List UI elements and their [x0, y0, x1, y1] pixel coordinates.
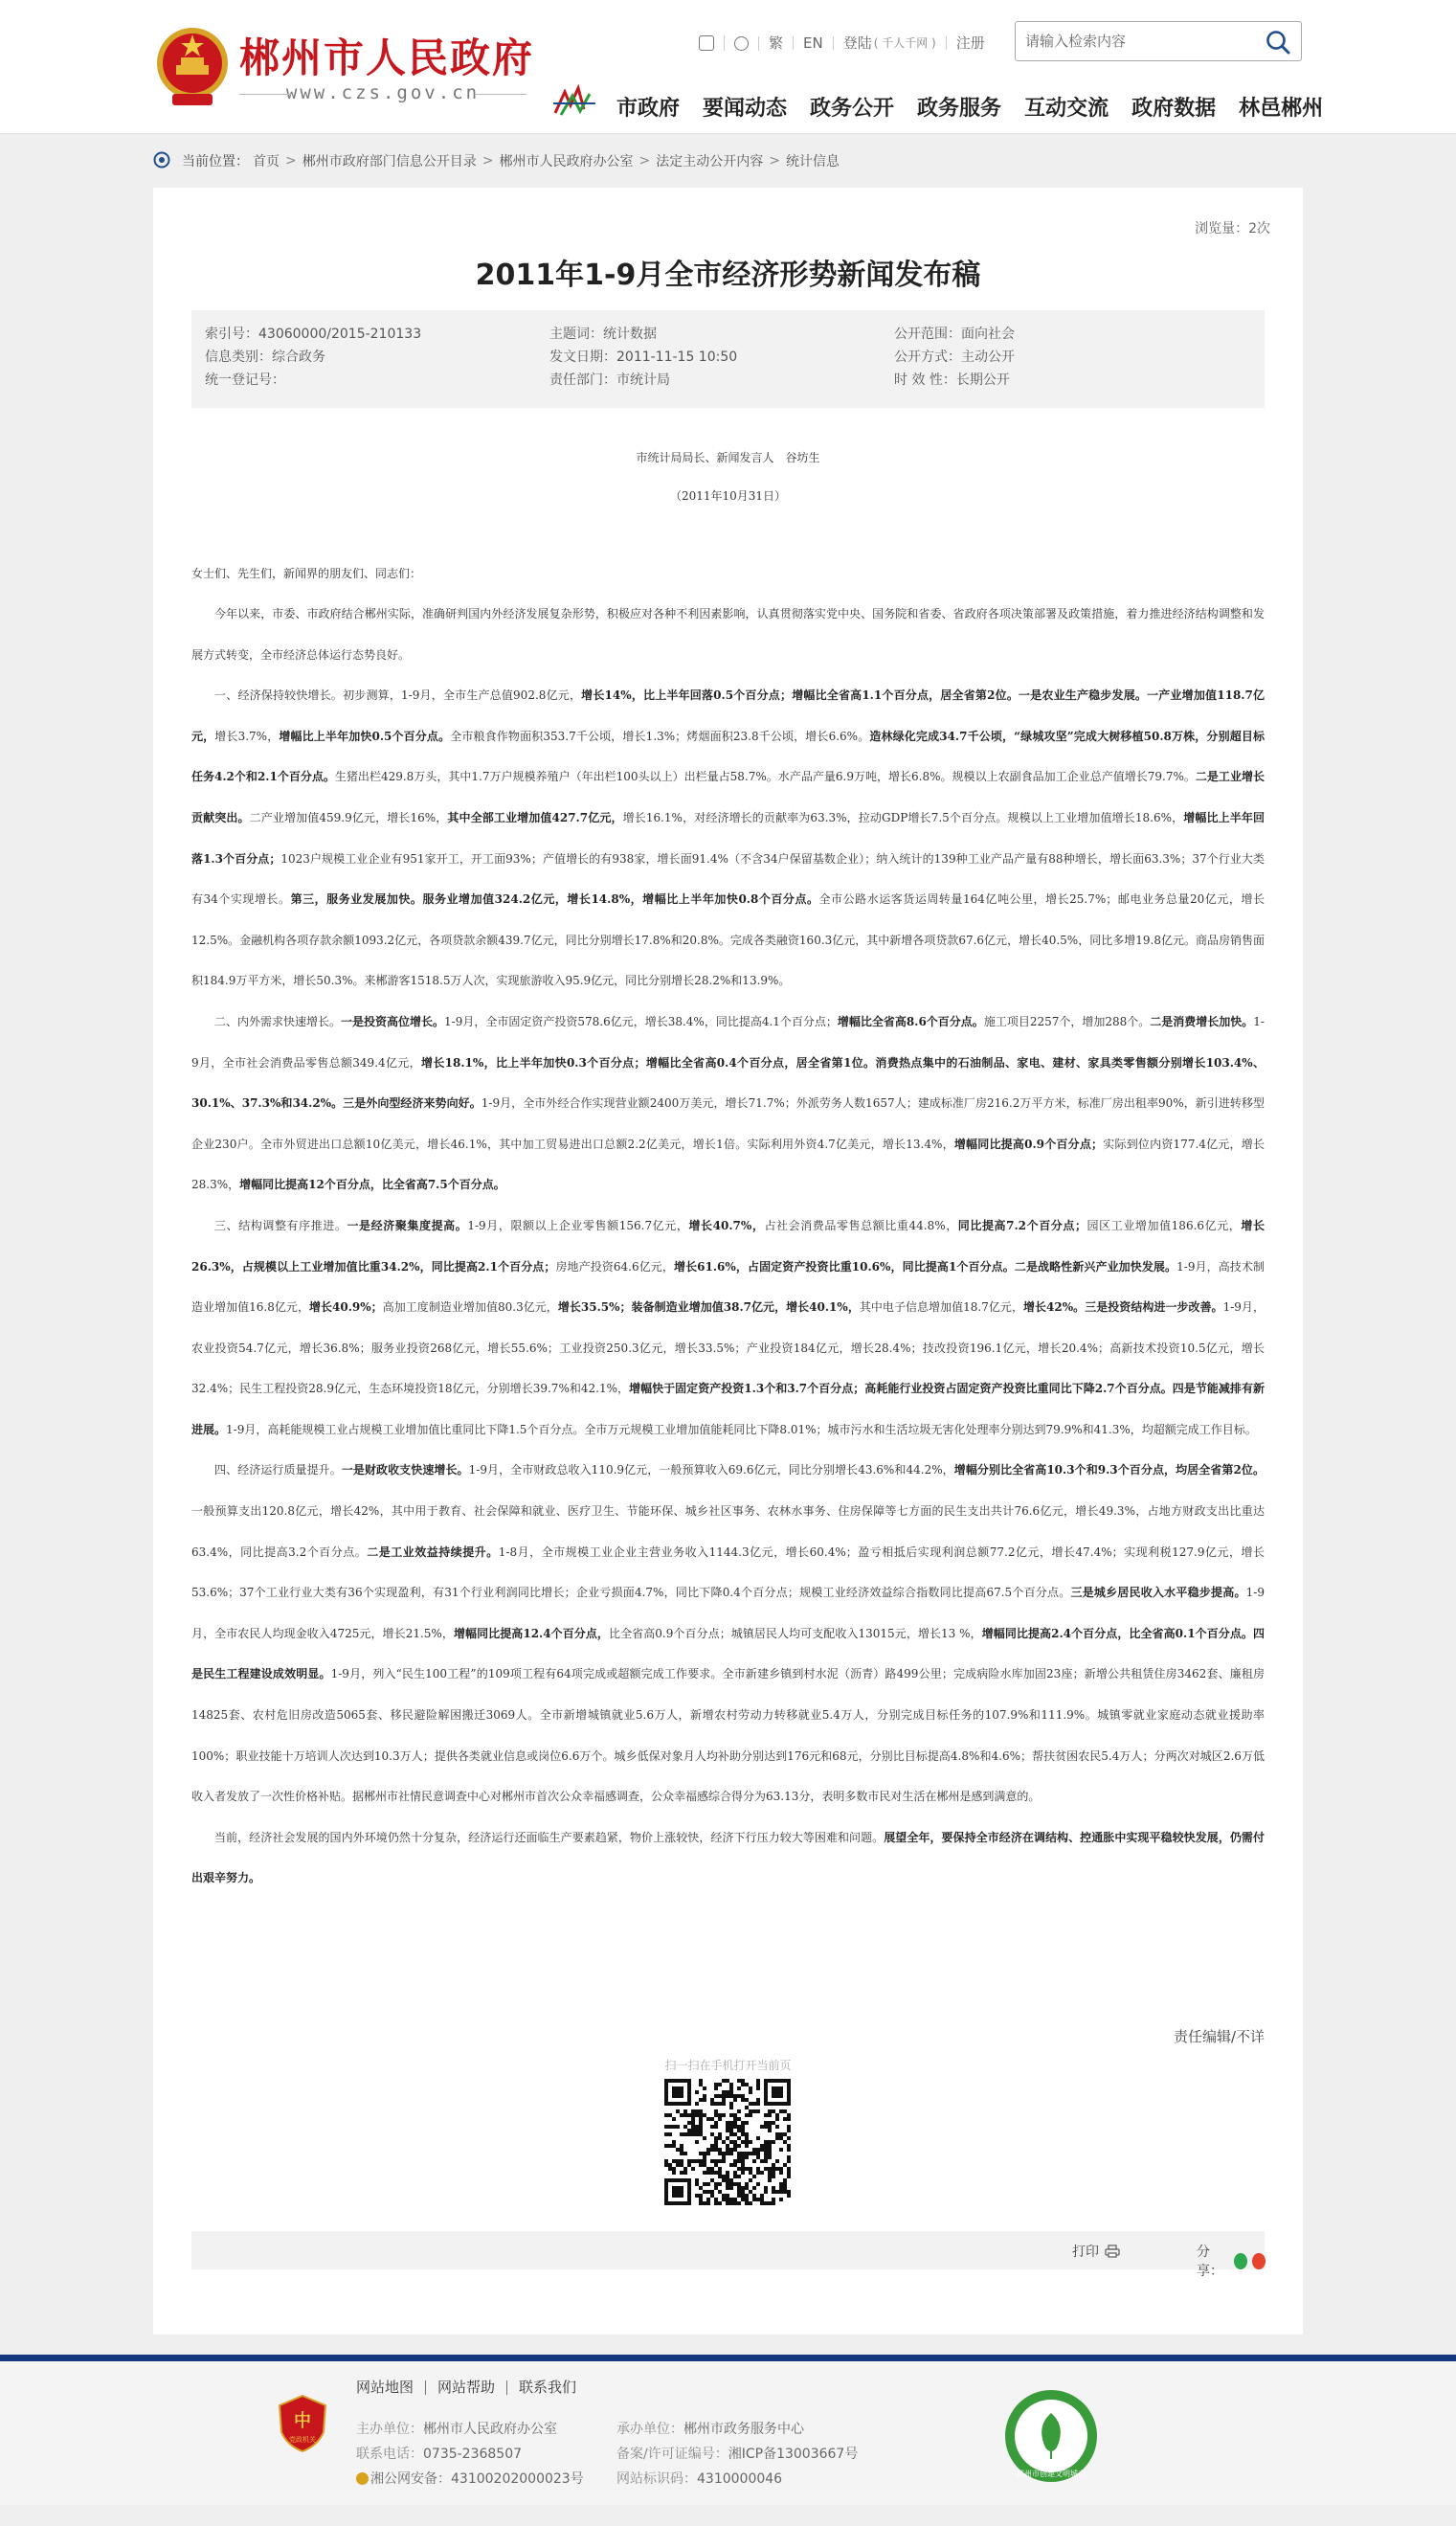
party-gov-badge-icon[interactable] [276, 2394, 329, 2453]
print-button[interactable] [1072, 2242, 1120, 2261]
breadcrumb-separator: > [482, 153, 494, 169]
share-label: 分享： [1197, 2244, 1223, 2279]
footer-phone: 联系电话：0735-2368507 [356, 2447, 523, 2462]
footer-link-sitemap[interactable]: 网站地图 [356, 2379, 414, 2396]
footer-police-record[interactable]: 湘公网安备：43100202000023号 [356, 2469, 584, 2488]
breadcrumb [153, 151, 840, 170]
site-footer [0, 2361, 1456, 2505]
meta-department: 责任部门：市统计局 [549, 372, 670, 388]
view-count: 浏览量：2次 [1195, 221, 1270, 237]
footer-site-id: 网站标识码：4310000046 [616, 2471, 783, 2487]
traditional-chinese-link[interactable]: 繁 [759, 36, 794, 50]
meta-row [205, 324, 1265, 347]
breadcrumb-statistics[interactable]: 统计信息 [785, 154, 840, 169]
breadcrumb-home[interactable]: 首页 [253, 154, 280, 169]
article-body [191, 439, 1265, 1899]
breadcrumb-separator: > [769, 153, 780, 169]
closing-paragraph: 当前，经济社会发展的国内外环境仍然十分复杂，经济运行还面临生产要素趋紧，物价上涨较快，经济下行压力较大等困难和问题。展望全年，要保持全市经济在调结构、控通胀中实现平稳较快发展，仍需付出艰辛努力。 [191, 1830, 1265, 1885]
footer-divider [0, 2355, 1456, 2361]
national-emblem-icon[interactable] [153, 25, 232, 109]
location-pin-icon [153, 151, 170, 170]
search-input[interactable] [1025, 30, 1245, 53]
english-link[interactable]: EN [794, 36, 834, 50]
article-toolbar [191, 2231, 1265, 2279]
speech-date: （2011年10月31日） [669, 489, 787, 503]
meta-category: 信息类别：综合政务 [205, 350, 325, 365]
meta-date: 发文日期：2011-11-15 10:50 [549, 350, 738, 365]
greeting: 女士们、先生们，新闻界的朋友们、同志们： [191, 567, 422, 580]
footer-icp[interactable]: 备案/许可证编号：湘ICP备13003667号 [616, 2447, 859, 2462]
article-title: 2011年1-9月全市经济形势新闻发布稿 [475, 259, 981, 292]
footer-sponsor: 主办单位：郴州市人民政府办公室 [356, 2422, 557, 2437]
footer-link-contact[interactable]: 联系我们 [506, 2380, 588, 2395]
meta-validity: 时 效 性：长期公开 [894, 372, 1010, 388]
section-economy-growth: 一、经济保持较快增长。初步测算，1-9月，全市生产总值902.8亿元，增长14%，比上半年回落0.5个百分点；增幅比全省高1.1个百分点，居全省第2位。一是农业生产稳步发展。一产业增加值118.7亿元，增长3.7%，增幅比上半年加快0.5个百分点。全市粮食作物面积353.7千公顷，增长1.3%；烤烟面积23.8千公顷，增长6.6%。造林绿化完成34.7千公顷，“绿城攻坚”完成大树移植50.8万株，分别超目标任务4.2个和2.1个百分点。生猪出栏429.8万头，其中1.7万户规模养殖户（年出栏100头以上）出栏量占58.7%。水产品产量6.9万吨，增长6.8%。规模以上农副食品加工企业总产值增长79.7%。二是工业增长贡献突出。二产业增加值459.9亿元，增长16%，其中全部工业增加值427.7亿元，增长16.1%，对经济增长的贡献率为63.3%，拉动GDP增长7.5个百分点。规模以上工业增加值增长18.6%，增幅比上半年回落1.3个百分点；1023户规模工业企业有951家开工，开工面93%；产值增长的有938家，增长面91.4%（不含34户保留基数企业）；纳入统计的139种工业产品产量有88种增长，增长面63.3%；37个行业大类有34个实现增长。第三，服务业发展加快。服务业增加值324.2亿元，增长14.8%，增幅比上半年加快0.8个百分点。全市公路水运客货运周转量164亿吨公里，增长25.7%；邮电业务总量20亿元，增长12.5%。金融机构各项存款余额1093.2亿元，各项贷款余额439.7亿元，同比分别增长17.8%和20.8%。完成各类融资160.3亿元，其中新增各项贷款67.6亿元，增长40.5%，同比多增19.8亿元。商品房销售面积184.9万平方米，增长50.3%。来郴游客1518.5万人次，实现旅游收入95.9亿元，同比分别增长28.2%和13.9%。 [191, 688, 1266, 988]
green-badge-text: 郴州市创建文明城市 [1017, 2470, 1086, 2478]
police-badge-icon [356, 2472, 369, 2485]
meta-index-no: 索引号：43060000/2015-210133 [205, 327, 422, 342]
main-nav [616, 92, 1323, 122]
meta-topic: 主题词：统计数据 [549, 327, 657, 342]
breadcrumb-directory[interactable]: 郴州市政府部门信息公开目录 [302, 154, 477, 169]
site-header [0, 0, 1456, 134]
footer-links [356, 2380, 588, 2395]
top-links [689, 33, 995, 54]
login-note: ( 千人千网 ) [873, 36, 936, 50]
nav-item-interaction[interactable]: 互动交流 [1024, 97, 1109, 121]
accessibility-icon [734, 36, 749, 51]
breadcrumb-office[interactable]: 郴州市人民政府办公室 [499, 154, 634, 169]
footer-organizer: 承办单位：郴州市政务服务中心 [616, 2422, 804, 2437]
meta-scope: 公开范围：面向社会 [894, 327, 1015, 342]
footer-link-help[interactable]: 网站帮助 [425, 2380, 506, 2395]
share-bar [1197, 2242, 1266, 2280]
article-card [153, 188, 1303, 2334]
barrier-free-link[interactable] [689, 35, 725, 51]
accessibility-link[interactable] [725, 36, 759, 51]
section-demand-growth: 二、内外需求快速增长。一是投资高位增长。1-9月，全市固定资产投资578.6亿元，增长38.4%，同比提高4.1个百分点；增幅比全省高8.6个百分点。施工项目2257个，增加288个。二是消费增长加快。1-9月，全市社会消费品零售总额349.4亿元，增长18.1%，比上半年加快0.3个百分点；增幅比全省高0.4个百分点，居全省第1位。消费热点集中的石油制品、家电、建材、家具类零售额分别增长103.4%、30.1%、37.3%和34.2%。三是外向型经济来势向好。1-9月，全市外经合作实现营业额2400万美元，增长71.7%；外派劳务人数1657人；建成标准厂房216.2万平方米，标准厂房出租率90%，新引进转移型企业230户。全市外贸进出口总额10亿美元，增长46.1%，其中加工贸易进出口总额2.2亿美元，增长1倍。实际利用外资4.7亿美元，增长13.4%，增幅同比提高0.9个百分点；实际到位内资177.4亿元，增长28.3%，增幅同比提高12个百分点，比全省高7.5个百分点。 [191, 1014, 1265, 1192]
civilized-city-badge-icon[interactable] [1003, 2388, 1099, 2484]
breadcrumb-separator: > [285, 153, 297, 169]
section-quality-improvement: 四、经济运行质量提升。一是财政收支快速增长。1-9月，全市财政总收入110.9亿元，一般预算收入69.6亿元，同比分别增长43.6%和44.2%，增幅分别比全省高10.3个和9.3个百分点，均居全省第2位。一般预算支出120.8亿元，增长42%，其中用于教育、社会保障和就业、医疗卫生、节能环保、城乡社区事务、农林水事务、住房保障等七方面的民生支出共计76.6亿元，增长49.3%，占地方财政支出比重达63.4%，同比提高3.2个百分点。二是工业效益持续提升。1-8月，全市规模工业企业主营业务收入1144.3亿元，增长60.4%；盈亏相抵后实现利润总额77.2亿元，增长47.4%；实现利税127.9亿元，增长53.6%；37个工业行业大类有36个实现盈利，有31个行业利润同比增长；企业亏损面4.7%，同比下降0.4个百分点；规模工业经济效益综合指数同比提高67.5个百分点。三是城乡居民收入水平稳步提高。1-9月，全市农民人均现金收入4725元，增长21.5%，增幅同比提高12.4个百分点，比全省高0.9个百分点；城镇居民人均可支配收入13015元，增长13 %，增幅同比提高2.4个百分点，比全省高0.1个百分点。四是民生工程建设成效明显。1-9月，列入“民生100工程”的109项工程有64项完成或超额完成工作要求。全市新建乡镇到村水泥（沥青）路499公里；完成病险水库加固23座；新增公共租赁住房3462套、廉租房14825套、农村危旧房改造5065套、移民避险解困搬迁3069人。全市新增城镇就业5.6万人，新增农村劳动力转移就业5.4万人，分别完成目标任务的107.9%和111.9%。城镇零就业家庭动态就业援助率100%；职业技能十万培训人次达到10.3万人；提供各类就业信息或岗位6.6万个。城乡低保对象月人均补助分别达到176元和68元，分别比目标提高4.8%和4.6%；帮扶贫困农民5.4万人；分两次对城区2.6万低收入者发放了一次性价格补贴。据郴州市社情民意调查中心对郴州市首次公众幸福感调查，公众幸福感综合得分为63.13分，表明多数市民对生活在郴州是感到满意的。 [191, 1463, 1265, 1804]
meta-row [205, 347, 1265, 370]
nav-item-gov-services[interactable]: 政务服务 [917, 97, 1002, 121]
register-link[interactable]: 注册 [955, 34, 985, 52]
print-label: 打印 [1072, 2244, 1099, 2260]
weibo-share-icon[interactable] [1252, 2253, 1266, 2269]
intro-paragraph: 今年以来，市委、市政府结合郴州实际，准确研判国内外经济发展复杂形势，积极应对各种不利因素影响，认真贯彻落实党中央、国务院和省委、省政府各项决策部署及政策措施，着力推进经济结构调整和发展方式转变，全市经济总体运行态势良好。 [191, 607, 1265, 662]
search-icon[interactable] [1265, 29, 1291, 56]
meta-row [205, 370, 1265, 393]
nav-decoration-icon [551, 84, 597, 119]
nav-item-gov-affairs-disclosure[interactable]: 政务公开 [810, 97, 895, 121]
responsible-editor: 责任编辑/不详 [1173, 2028, 1265, 2045]
document-meta [191, 310, 1265, 408]
svg-text:中: 中 [294, 2411, 311, 2431]
meta-reg-no: 统一登记号： [205, 372, 285, 388]
reader-icon [699, 35, 714, 51]
nav-item-city-government[interactable]: 市政府 [616, 97, 681, 121]
printer-icon [1105, 2244, 1120, 2258]
section-structure-adjustment: 三、结构调整有序推进。一是经济聚集度提高。1-9月，限额以上企业零售额156.7亿元，增长40.7%，占社会消费品零售总额比重44.8%，同比提高7.2个百分点；园区工业增加值186.6亿元，增长26.3%，占规模以上工业增加值比重34.2%，同比提高2.1个百分点；房地产投资64.6亿元，增长61.6%，占固定资产投资比重10.6%，同比提高1个百分点。二是战略性新兴产业加快发展。1-9月，高技术制造业增加值16.8亿元，增长40.9%；高加工度制造业增加值80.3亿元，增长35.5%；装备制造业增加值38.7亿元，增长40.1%，其中电子信息增加值18.7亿元，增长42%。三是投资结构进一步改善。1-9月，农业投资54.7亿元，增长36.8%；服务业投资268亿元，增长55.6%；工业投资250.3亿元，增长33.5%；产业投资184亿元，增长28.4%；技改投资196.1亿元，增长20.4%；高新技术投资10.5亿元，增长32.4%；民生工程投资28.9亿元，生态环境投资18亿元，分别增长39.7%和42.1%，增幅快于固定资产投资1.3个和3.7个百分点；高耗能行业投资占固定资产投资比重同比下降2.7个百分点。四是节能减排有新进展。1-9月，高耗能规模工业占规模工业增加值比重同比下降1.5个百分点。全市万元规模工业增加值能耗同比下降8.01%；城市污水和生活垃圾无害化处理率分别达到79.9%和41.3%，均超额完成工作目标。 [191, 1218, 1265, 1436]
search-box [1015, 21, 1302, 61]
speaker-line: 市统计局局长、新闻发言人 谷坊生 [636, 451, 820, 464]
wechat-share-icon[interactable] [1234, 2253, 1247, 2269]
login-label: 登陆 [842, 34, 872, 52]
breadcrumb-statutory[interactable]: 法定主动公开内容 [656, 154, 764, 169]
login-link[interactable] [834, 36, 947, 50]
nav-item-linyi-chenzhou[interactable]: 林邑郴州 [1239, 97, 1324, 121]
nav-item-news[interactable]: 要闻动态 [703, 97, 788, 121]
nav-item-gov-data[interactable]: 政府数据 [1131, 97, 1217, 121]
qr-code-icon [664, 2079, 791, 2205]
site-url: www.czs.gov.cn [239, 82, 526, 103]
badge-text: 党政机关 [289, 2436, 316, 2444]
meta-method: 公开方式：主动公开 [894, 350, 1015, 365]
breadcrumb-separator: > [638, 153, 651, 169]
site-title[interactable]: 郴州市人民政府 [239, 34, 535, 81]
qr-caption: 扫一扫在手机打开当前页 [664, 2059, 792, 2072]
breadcrumb-lead: 当前位置： [182, 154, 249, 169]
